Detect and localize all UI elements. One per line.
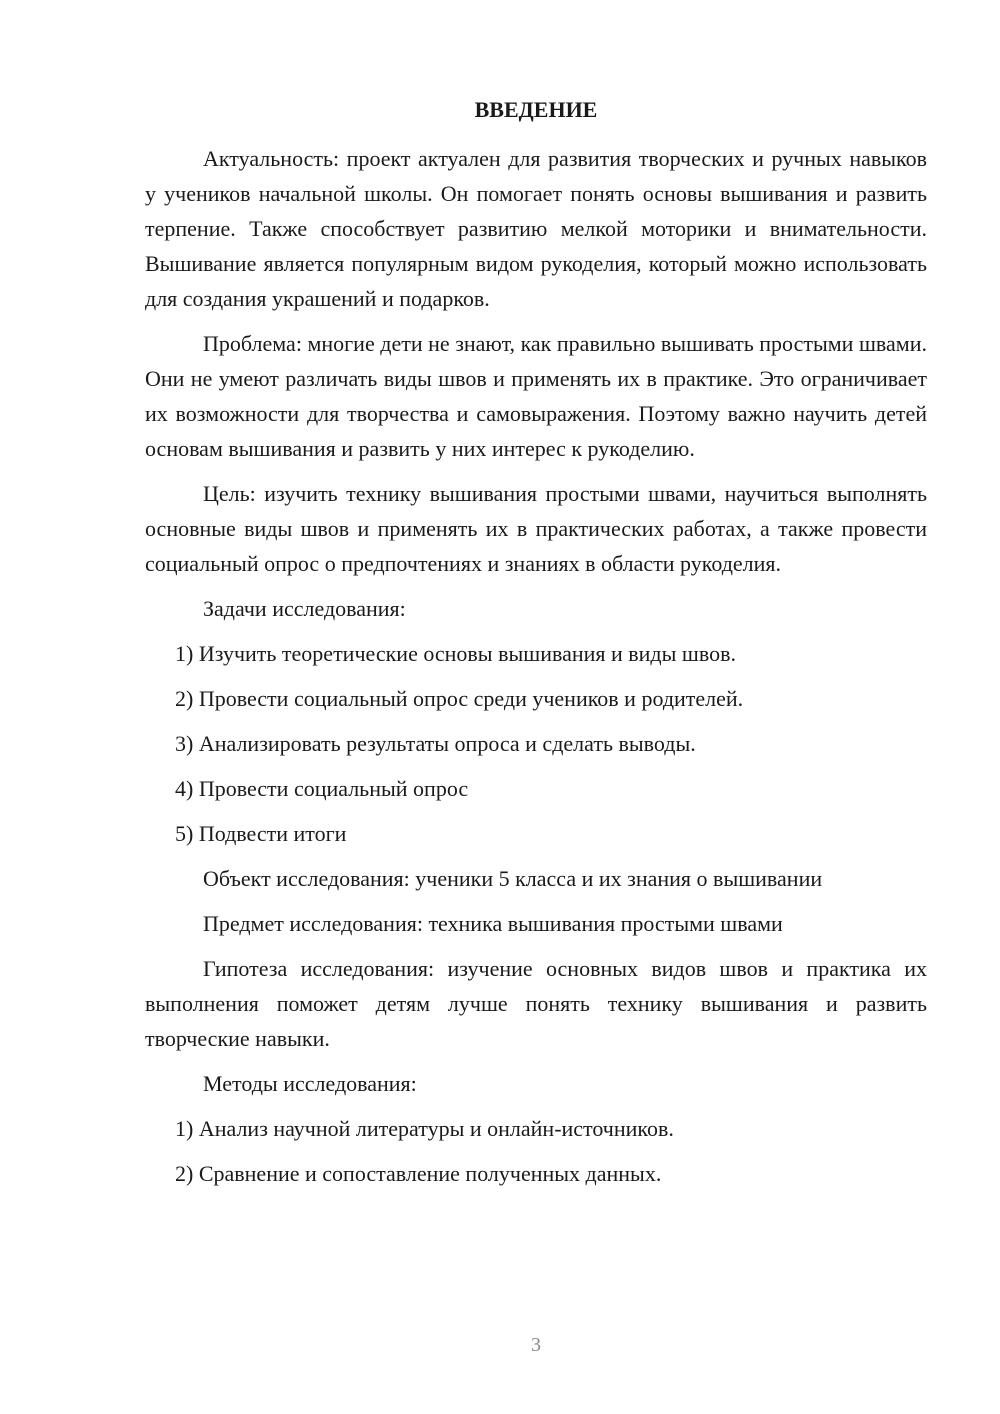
object-line: Объект исследования: ученики 5 класса и их знания о вышивании: [203, 866, 823, 891]
method-item: 2) Сравнение и сопоставление полученных данных.: [175, 1161, 662, 1186]
task-item: 3) Анализировать результаты опроса и сделать выводы.: [175, 731, 696, 756]
relevance-paragraph: Актуальность: проект актуален для развития творческих и ручных навыков у учеников начальной школы. Он помогает понять основы вышивания и развить терпение. Также способствует развитию мелкой моторики и внимательности. Вышивание является популярным видом рукоделия, который можно использовать для создания украшений и подарков.: [145, 146, 927, 311]
task-item: 2) Провести социальный опрос среди учеников и родителей.: [175, 686, 744, 711]
section-title: ВВЕДЕНИЕ: [474, 97, 598, 122]
task-item: 1) Изучить теоретические основы вышивания и виды швов.: [175, 641, 736, 666]
tasks-list: [145, 636, 927, 851]
page-number: 3: [531, 1334, 541, 1356]
goal-paragraph: Цель: изучить технику вышивания простыми швами, научиться выполнять основные виды швов и применять их в практических работах, а также провести социальный опрос о предпочтениях и знаниях в области рукоделия.: [145, 481, 927, 576]
task-item: 5) Подвести итоги: [175, 821, 347, 846]
page-content: [145, 92, 927, 1201]
subject-line: Предмет исследования: техника вышивания простыми швами: [203, 911, 783, 936]
task-item: 4) Провести социальный опрос: [175, 776, 469, 801]
problem-paragraph: Проблема: многие дети не знают, как правильно вышивать простыми швами. Они не умеют различать виды швов и применять их в практике. Это ограничивает их возможности для творчества и самовыражения. Поэтому важно научить детей основам вышивания и развить у них интерес к рукоделию.: [145, 331, 927, 461]
method-item: 1) Анализ научной литературы и онлайн-источников.: [175, 1116, 674, 1141]
methods-heading: Методы исследования:: [203, 1071, 417, 1096]
hypothesis-paragraph: Гипотеза исследования: изучение основных видов швов и практика их выполнения поможет детям лучше понять технику вышивания и развить творческие навыки.: [145, 956, 927, 1051]
methods-list: [145, 1111, 927, 1191]
tasks-heading: Задачи исследования:: [203, 596, 406, 621]
